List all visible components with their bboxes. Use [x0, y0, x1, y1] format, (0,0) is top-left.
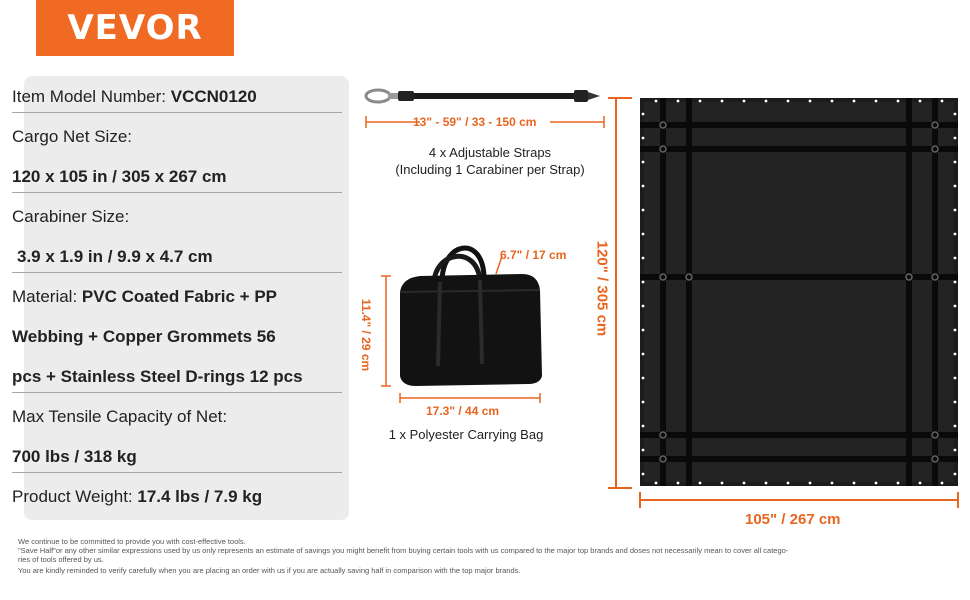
net-height-dimension: 120" / 305 cm	[593, 240, 611, 337]
strap-buckle	[398, 91, 414, 101]
disclaimer-line-4: You are kindly reminded to verify carefully when you are placing an order with us if you are actually saving half in comparison with the top major brands.	[18, 566, 521, 575]
divider	[12, 272, 342, 273]
model-value: VCCN0120	[170, 87, 257, 106]
strap-caption-2: (Including 1 Carabiner per Strap)	[395, 162, 585, 177]
material-label: Material:	[12, 287, 82, 306]
carabiner-ring	[388, 93, 398, 99]
disclaimer-line-1: We continue to be committed to provide you with cost-effective tools.	[18, 537, 246, 546]
tensile-value-text: 700 lbs / 318 kg	[12, 447, 137, 466]
material-value-2: Webbing + Copper Grommets 56	[12, 327, 276, 346]
bag-height-dimension: 11.4" / 29 cm	[359, 298, 373, 372]
logo-text: VEVOR	[67, 8, 203, 48]
divider	[12, 112, 342, 113]
bag-illustration	[372, 236, 572, 426]
tensile-value	[12, 447, 137, 467]
disclaimer-line-2: "Save Half"or any other similar expressions used by us only represents an estimate of savings you might benefit from buying certain tools with us compared to the major top brands and doses not necessarily mean to cover all catego-	[18, 546, 789, 555]
net-size-label: Cargo Net Size:	[12, 127, 132, 146]
strap-body	[414, 93, 574, 99]
net-width-dimension: 105" / 267 cm	[745, 511, 841, 528]
carabiner-value-text: 3.9 x 1.9 in / 9.9 x 4.7 cm	[17, 247, 213, 266]
material-line-2	[12, 327, 276, 347]
model-number	[12, 87, 257, 107]
carabiner-icon	[366, 90, 390, 102]
strap-caption-1: 4 x Adjustable Straps	[428, 145, 552, 160]
carabiner-label: Carabiner Size:	[12, 207, 130, 226]
material-value-1: PVC Coated Fabric + PP	[81, 287, 278, 306]
material-value-3: pcs + Stainless Steel D-rings 12 pcs	[12, 367, 303, 386]
cargo-net-illustration	[606, 94, 970, 524]
carabiner-value	[17, 247, 213, 267]
bag-caption: 1 x Polyester Carrying Bag	[388, 427, 544, 442]
strap-hook	[588, 92, 600, 100]
product-weight	[12, 487, 262, 507]
model-label: Item Model Number:	[12, 87, 171, 106]
divider	[12, 392, 342, 393]
net-size-value-text: 120 x 105 in / 305 x 267 cm	[12, 167, 227, 186]
disclaimer-line-3: ries of tools offered by us.	[18, 555, 104, 564]
material-line-3	[12, 367, 303, 387]
strap-end-buckle	[574, 90, 588, 102]
net-size-value	[12, 167, 227, 187]
divider	[12, 192, 342, 193]
divider	[12, 472, 342, 473]
tensile-label: Max Tensile Capacity of Net:	[12, 407, 228, 426]
bag-width-dimension: 17.3" / 44 cm	[426, 404, 500, 418]
bag-handle-dimension: 6.7" / 17 cm	[500, 248, 567, 262]
strap-dimension: 13" - 59" / 33 - 150 cm	[413, 115, 537, 129]
vevor-logo	[36, 0, 234, 56]
material	[12, 287, 277, 307]
weight-value: 17.4 lbs / 7.9 kg	[137, 487, 263, 506]
weight-label: Product Weight:	[12, 487, 138, 506]
